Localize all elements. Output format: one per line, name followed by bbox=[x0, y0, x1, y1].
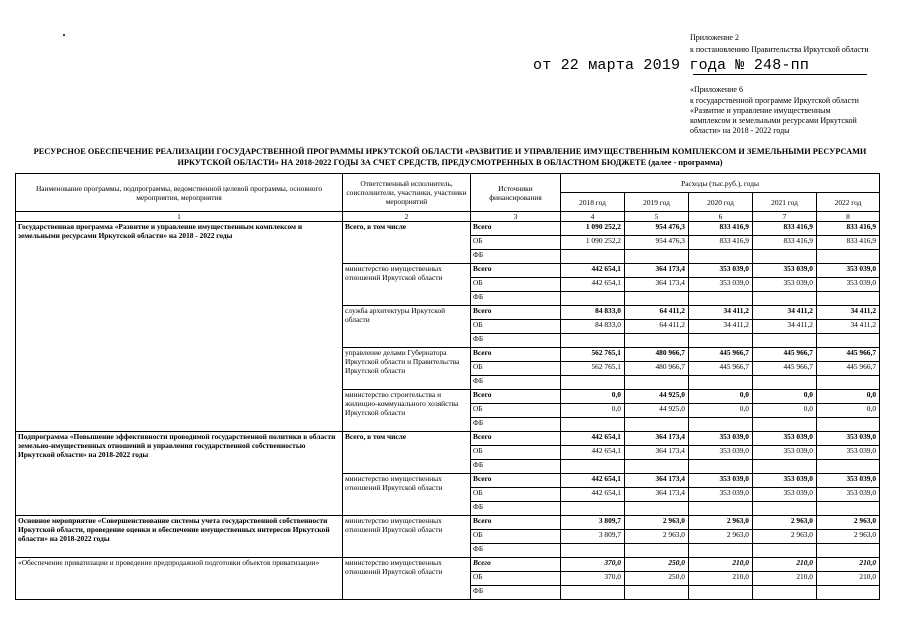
amount-cell bbox=[753, 586, 817, 600]
amount-cell: 3 809,7 bbox=[561, 530, 625, 544]
amount-cell bbox=[689, 376, 753, 390]
source-cell: ОБ bbox=[471, 446, 561, 460]
amount-cell: 442 654,1 bbox=[561, 474, 625, 488]
amount-cell: 210,0 bbox=[817, 558, 880, 572]
amount-cell bbox=[625, 544, 689, 558]
amount-cell: 370,0 bbox=[561, 572, 625, 586]
amount-cell bbox=[689, 586, 753, 600]
amount-cell: 250,0 bbox=[625, 572, 689, 586]
source-cell: ОБ bbox=[471, 572, 561, 586]
amount-cell: 210,0 bbox=[817, 572, 880, 586]
source-cell: ФБ bbox=[471, 292, 561, 306]
source-cell: ОБ bbox=[471, 530, 561, 544]
year-header: 2021 год bbox=[753, 193, 817, 212]
amount-cell bbox=[753, 250, 817, 264]
executor-cell: министерство строительства и жилищно-коммунального хозяйства Иркутской области bbox=[343, 390, 471, 432]
amount-cell bbox=[689, 544, 753, 558]
amount-cell: 353 039,0 bbox=[689, 474, 753, 488]
amount-cell: 445 966,7 bbox=[817, 362, 880, 376]
amount-cell: 353 039,0 bbox=[753, 278, 817, 292]
amount-cell bbox=[625, 376, 689, 390]
program-name-cell: «Обеспечение приватизации и проведение предпродажной подготовки объектов приватизации» bbox=[16, 558, 343, 600]
amount-cell: 833 416,9 bbox=[689, 236, 753, 250]
program-name-cell: Государственная программа «Развитие и управление имущественным комплексом и земельными ресурсами Иркутской области» на 2018 - 2022 годы bbox=[16, 222, 343, 432]
amount-cell: 44 925,0 bbox=[625, 390, 689, 404]
amount-cell: 353 039,0 bbox=[753, 474, 817, 488]
source-cell: ОБ bbox=[471, 278, 561, 292]
executor-cell: министерство имущественных отношений Иркутской области bbox=[343, 264, 471, 306]
source-cell: ОБ bbox=[471, 362, 561, 376]
amount-cell: 0,0 bbox=[689, 404, 753, 418]
executor-cell: Всего, в том числе bbox=[343, 222, 471, 264]
amount-cell: 353 039,0 bbox=[817, 264, 880, 278]
annex6-line5: области» на 2018 - 2022 годы bbox=[690, 126, 790, 135]
col-header-name: Наименование программы, подпрограммы, ведомственной целевой программы, основного мероприятия, мероприятия bbox=[16, 174, 343, 212]
source-cell: Всего bbox=[471, 390, 561, 404]
source-cell: ФБ bbox=[471, 544, 561, 558]
source-cell: Всего bbox=[471, 432, 561, 446]
amount-cell: 2 963,0 bbox=[753, 530, 817, 544]
source-cell: ФБ bbox=[471, 502, 561, 516]
amount-cell bbox=[561, 544, 625, 558]
amount-cell: 44 925,0 bbox=[625, 404, 689, 418]
amount-cell: 353 039,0 bbox=[689, 264, 753, 278]
amount-cell: 364 173,4 bbox=[625, 446, 689, 460]
amount-cell: 442 654,1 bbox=[561, 446, 625, 460]
amount-cell: 353 039,0 bbox=[817, 474, 880, 488]
column-number: 7 bbox=[753, 212, 817, 222]
amount-cell: 353 039,0 bbox=[753, 264, 817, 278]
amount-cell: 480 966,7 bbox=[625, 362, 689, 376]
amount-cell: 2 963,0 bbox=[689, 516, 753, 530]
amount-cell: 562 765,1 bbox=[561, 362, 625, 376]
amount-cell bbox=[625, 502, 689, 516]
column-number: 5 bbox=[625, 212, 689, 222]
source-cell: ОБ bbox=[471, 404, 561, 418]
amount-cell: 353 039,0 bbox=[817, 432, 880, 446]
annex6-line1: «Приложение 6 bbox=[690, 85, 743, 94]
amount-cell: 34 411,2 bbox=[689, 306, 753, 320]
amount-cell: 210,0 bbox=[753, 558, 817, 572]
amount-cell: 364 173,4 bbox=[625, 278, 689, 292]
executor-cell: министерство имущественных отношений Иркутской области bbox=[343, 474, 471, 516]
year-header: 2019 год bbox=[625, 193, 689, 212]
amount-cell: 353 039,0 bbox=[689, 446, 753, 460]
amount-cell: 0,0 bbox=[817, 390, 880, 404]
amount-cell bbox=[561, 250, 625, 264]
source-cell: ОБ bbox=[471, 488, 561, 502]
amount-cell: 445 966,7 bbox=[817, 348, 880, 362]
executor-cell: Всего, в том числе bbox=[343, 432, 471, 474]
amount-cell: 370,0 bbox=[561, 558, 625, 572]
amount-cell bbox=[561, 334, 625, 348]
amount-cell: 353 039,0 bbox=[753, 488, 817, 502]
amount-cell: 2 963,0 bbox=[625, 530, 689, 544]
source-cell: ФБ bbox=[471, 376, 561, 390]
amount-cell bbox=[625, 418, 689, 432]
source-cell: Всего bbox=[471, 516, 561, 530]
amount-cell bbox=[625, 250, 689, 264]
source-cell: ФБ bbox=[471, 334, 561, 348]
amount-cell bbox=[625, 586, 689, 600]
col-header-costs: Расходы (тыс.руб.), годы bbox=[561, 174, 880, 193]
amount-cell: 64 411,2 bbox=[625, 320, 689, 334]
executor-cell: министерство имущественных отношений Иркутской области bbox=[343, 558, 471, 600]
amount-cell: 210,0 bbox=[753, 572, 817, 586]
amount-cell: 353 039,0 bbox=[817, 488, 880, 502]
amount-cell bbox=[817, 250, 880, 264]
amount-cell bbox=[753, 502, 817, 516]
amount-cell: 34 411,2 bbox=[689, 320, 753, 334]
amount-cell bbox=[625, 460, 689, 474]
executor-cell: министерство имущественных отношений Иркутской области bbox=[343, 516, 471, 558]
amount-cell bbox=[817, 334, 880, 348]
amount-cell: 833 416,9 bbox=[689, 222, 753, 236]
executor-cell: служба архитектуры Иркутской области bbox=[343, 306, 471, 348]
amount-cell bbox=[753, 460, 817, 474]
col-header-source: Источники финансирования bbox=[471, 174, 561, 212]
amount-cell bbox=[561, 292, 625, 306]
amount-cell: 34 411,2 bbox=[753, 306, 817, 320]
amount-cell: 353 039,0 bbox=[817, 278, 880, 292]
amount-cell bbox=[753, 376, 817, 390]
amount-cell bbox=[689, 418, 753, 432]
column-number: 2 bbox=[343, 212, 471, 222]
amount-cell: 210,0 bbox=[689, 558, 753, 572]
amount-cell bbox=[689, 250, 753, 264]
source-cell: Всего bbox=[471, 474, 561, 488]
amount-cell: 353 039,0 bbox=[753, 446, 817, 460]
annex6-line3: «Развитие и управление имущественным bbox=[690, 106, 831, 115]
appendix-reference: к постановлению Правительства Иркутской области bbox=[690, 45, 869, 54]
amount-cell: 353 039,0 bbox=[689, 488, 753, 502]
amount-cell: 0,0 bbox=[817, 404, 880, 418]
amount-cell bbox=[625, 292, 689, 306]
amount-cell bbox=[817, 460, 880, 474]
document-title-line2: ИРКУТСКОЙ ОБЛАСТИ» НА 2018-2022 ГОДЫ ЗА СЧЕТ СРЕДСТВ, ПРЕДУСМОТРЕННЫХ В ОБЛАСТНОМ БЮДЖЕТЕ (далее - программа) bbox=[177, 158, 723, 167]
amount-cell: 353 039,0 bbox=[689, 432, 753, 446]
amount-cell: 833 416,9 bbox=[753, 222, 817, 236]
amount-cell: 2 963,0 bbox=[625, 516, 689, 530]
amount-cell bbox=[753, 544, 817, 558]
annex6-line4: комплексом и земельными ресурсами Иркутской bbox=[690, 116, 857, 125]
document-title-line1: РЕСУРСНОЕ ОБЕСПЕЧЕНИЕ РЕАЛИЗАЦИИ ГОСУДАРСТВЕННОЙ ПРОГРАММЫ ИРКУТСКОЙ ОБЛАСТИ «РАЗВИТИЕ И УПРАВЛЕНИЕ ИМУЩЕСТВЕННЫМ КОМПЛЕКСОМ И ЗЕМЕЛЬНЫМИ РЕСУРСАМИ bbox=[33, 147, 867, 156]
amount-cell: 364 173,4 bbox=[625, 474, 689, 488]
amount-cell bbox=[689, 460, 753, 474]
amount-cell bbox=[817, 376, 880, 390]
amount-cell: 64 411,2 bbox=[625, 306, 689, 320]
year-header: 2022 год bbox=[817, 193, 880, 212]
source-cell: Всего bbox=[471, 558, 561, 572]
source-cell: ФБ bbox=[471, 460, 561, 474]
table-row bbox=[16, 432, 880, 446]
source-cell: Всего bbox=[471, 348, 561, 362]
source-cell: ФБ bbox=[471, 418, 561, 432]
source-cell: Всего bbox=[471, 264, 561, 278]
amount-cell: 0,0 bbox=[561, 390, 625, 404]
amount-cell: 2 963,0 bbox=[817, 516, 880, 530]
amount-cell: 1 090 252,2 bbox=[561, 222, 625, 236]
column-number: 1 bbox=[16, 212, 343, 222]
amount-cell: 84 833,0 bbox=[561, 320, 625, 334]
amount-cell: 2 963,0 bbox=[817, 530, 880, 544]
amount-cell bbox=[817, 502, 880, 516]
amount-cell: 34 411,2 bbox=[817, 320, 880, 334]
source-cell: Всего bbox=[471, 222, 561, 236]
amount-cell: 562 765,1 bbox=[561, 348, 625, 362]
col-header-executor: Ответственный исполнитель, соисполнители, участники, участники мероприятий bbox=[343, 174, 471, 212]
amount-cell: 84 833,0 bbox=[561, 306, 625, 320]
amount-cell: 445 966,7 bbox=[753, 348, 817, 362]
source-cell: ФБ bbox=[471, 586, 561, 600]
amount-cell: 364 173,4 bbox=[625, 488, 689, 502]
column-number: 3 bbox=[471, 212, 561, 222]
amount-cell bbox=[625, 334, 689, 348]
amount-cell: 445 966,7 bbox=[689, 348, 753, 362]
amount-cell: 34 411,2 bbox=[817, 306, 880, 320]
amount-cell bbox=[561, 460, 625, 474]
source-cell: ФБ bbox=[471, 250, 561, 264]
decree-date-stamp: от 22 марта 2019 года № 248-пп bbox=[533, 57, 810, 74]
annex6-line2: к государственной программе Иркутской области bbox=[690, 96, 859, 105]
amount-cell bbox=[817, 586, 880, 600]
amount-cell: 480 966,7 bbox=[625, 348, 689, 362]
amount-cell: 353 039,0 bbox=[817, 446, 880, 460]
amount-cell: 954 476,3 bbox=[625, 222, 689, 236]
amount-cell: 2 963,0 bbox=[753, 516, 817, 530]
amount-cell: 442 654,1 bbox=[561, 278, 625, 292]
amount-cell: 442 654,1 bbox=[561, 432, 625, 446]
year-header: 2020 год bbox=[689, 193, 753, 212]
amount-cell bbox=[753, 418, 817, 432]
amount-cell: 250,0 bbox=[625, 558, 689, 572]
amount-cell: 445 966,7 bbox=[689, 362, 753, 376]
column-number: 6 bbox=[689, 212, 753, 222]
amount-cell: 954 476,3 bbox=[625, 236, 689, 250]
amount-cell bbox=[561, 418, 625, 432]
amount-cell: 353 039,0 bbox=[689, 278, 753, 292]
program-name-cell: Основное мероприятие «Совершенствование системы учета государственной собственности Иркутской области, проведение оценки и обеспечение имущественных интересов Иркутской области» на 2018-2022 годы bbox=[16, 516, 343, 558]
source-cell: ОБ bbox=[471, 320, 561, 334]
resource-table bbox=[15, 173, 880, 600]
amount-cell: 0,0 bbox=[689, 390, 753, 404]
amount-cell: 34 411,2 bbox=[753, 320, 817, 334]
amount-cell: 0,0 bbox=[753, 404, 817, 418]
amount-cell: 833 416,9 bbox=[753, 236, 817, 250]
amount-cell: 442 654,1 bbox=[561, 264, 625, 278]
amount-cell: 445 966,7 bbox=[753, 362, 817, 376]
scan-dot bbox=[63, 34, 65, 36]
amount-cell: 1 090 252,2 bbox=[561, 236, 625, 250]
amount-cell bbox=[689, 292, 753, 306]
table-row bbox=[16, 222, 880, 236]
amount-cell bbox=[561, 376, 625, 390]
table-body bbox=[16, 222, 880, 600]
amount-cell: 3 809,7 bbox=[561, 516, 625, 530]
amount-cell bbox=[689, 502, 753, 516]
amount-cell: 833 416,9 bbox=[817, 236, 880, 250]
table-row bbox=[16, 558, 880, 572]
amount-cell: 0,0 bbox=[753, 390, 817, 404]
stamp-underline bbox=[693, 74, 867, 75]
amount-cell bbox=[817, 292, 880, 306]
column-number: 8 bbox=[817, 212, 880, 222]
amount-cell: 353 039,0 bbox=[753, 432, 817, 446]
amount-cell bbox=[817, 418, 880, 432]
year-header: 2018 год bbox=[561, 193, 625, 212]
table-row bbox=[16, 516, 880, 530]
amount-cell bbox=[753, 292, 817, 306]
program-name-cell: Подпрограмма «Повышение эффективности проводимой государственной политики в области земельно-имущественных отношений и управления государственной собственностью Иркутской области» на 2018-2022 годы bbox=[16, 432, 343, 516]
amount-cell: 364 173,4 bbox=[625, 432, 689, 446]
appendix-number: Приложение 2 bbox=[690, 33, 739, 42]
amount-cell: 833 416,9 bbox=[817, 222, 880, 236]
amount-cell bbox=[753, 334, 817, 348]
amount-cell: 442 654,1 bbox=[561, 488, 625, 502]
amount-cell: 2 963,0 bbox=[689, 530, 753, 544]
source-cell: ОБ bbox=[471, 236, 561, 250]
column-number: 4 bbox=[561, 212, 625, 222]
source-cell: Всего bbox=[471, 306, 561, 320]
amount-cell bbox=[561, 586, 625, 600]
amount-cell bbox=[561, 502, 625, 516]
executor-cell: управление делами Губернатора Иркутской области и Правительства Иркутской области bbox=[343, 348, 471, 390]
amount-cell bbox=[689, 334, 753, 348]
amount-cell bbox=[817, 544, 880, 558]
amount-cell: 210,0 bbox=[689, 572, 753, 586]
amount-cell: 0,0 bbox=[561, 404, 625, 418]
amount-cell: 364 173,4 bbox=[625, 264, 689, 278]
